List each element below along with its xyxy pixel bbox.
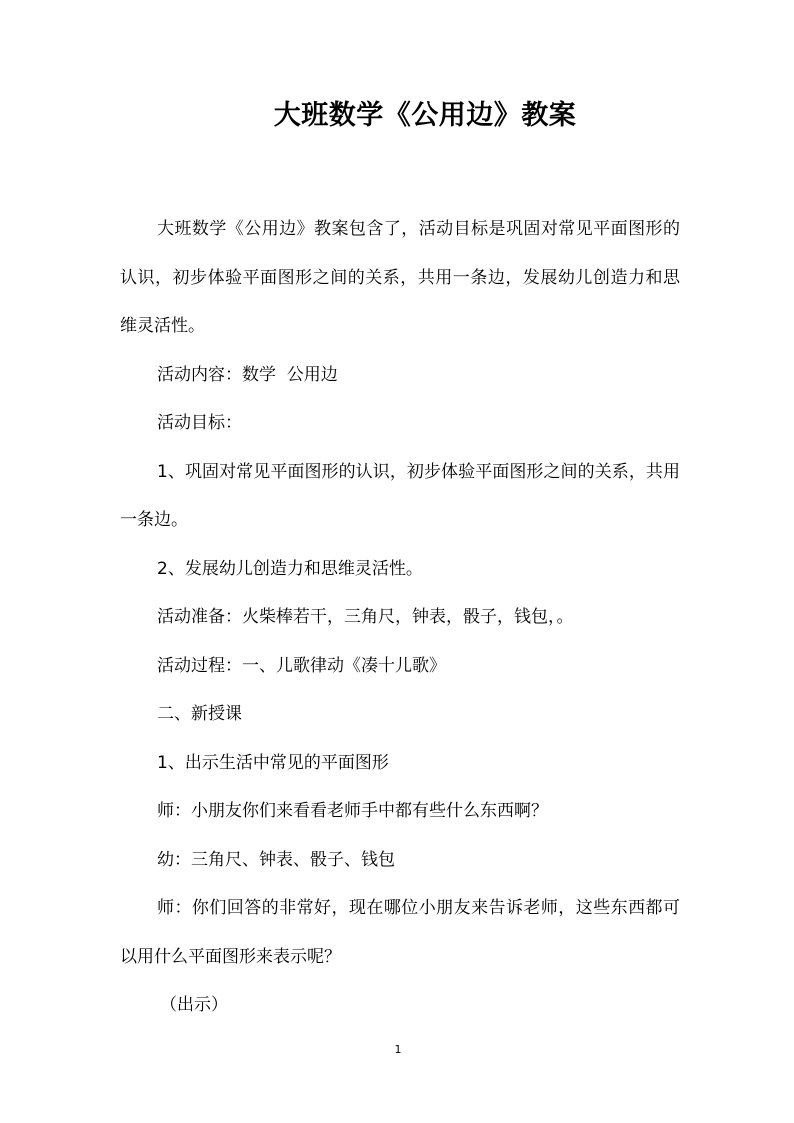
section-new-lesson: 二、新授课 bbox=[157, 704, 242, 724]
page-number: 1 bbox=[394, 1043, 402, 1056]
activity-goals-heading: 活动目标： bbox=[157, 413, 242, 433]
step-1: 1、出示生活中常见的平面图形 bbox=[157, 752, 389, 773]
activity-process: 活动过程：一、儿歌律动《凑十儿歌》 bbox=[157, 655, 446, 676]
activity-content: 活动内容：数学 公用边 bbox=[157, 364, 338, 385]
document-body bbox=[120, 205, 680, 1030]
teacher-line-1: 师：小朋友你们来看看老师手中都有些什么东西啊？ bbox=[157, 801, 548, 821]
teacher-line-2: 师：你们回答的非常好，现在哪位小朋友来告诉老师，这些东西都可以用什么平面图形来表示呢？ bbox=[120, 898, 680, 967]
document-title: 大班数学《公用边》教案 bbox=[273, 100, 577, 131]
intro-paragraph: 大班数学《公用边》教案包含了，活动目标是巩固对常见平面图形的认识，初步体验平面图形之间的关系，共用一条边，发展幼儿创造力和思维灵活性。 bbox=[120, 219, 680, 336]
activity-preparation: 活动准备：火柴棒若干，三角尺，钟表，骰子，钱包，。 bbox=[157, 607, 574, 627]
show-note: （出示） bbox=[160, 995, 228, 1015]
goal-item-1: 1、巩固对常见平面图形的认识，初步体验平面图形之间的关系，共用一条边。 bbox=[120, 461, 680, 530]
child-line-1: 幼：三角尺、钟表、骰子、钱包 bbox=[157, 849, 395, 870]
goal-item-2: 2、发展幼儿创造力和思维灵活性。 bbox=[157, 558, 423, 579]
